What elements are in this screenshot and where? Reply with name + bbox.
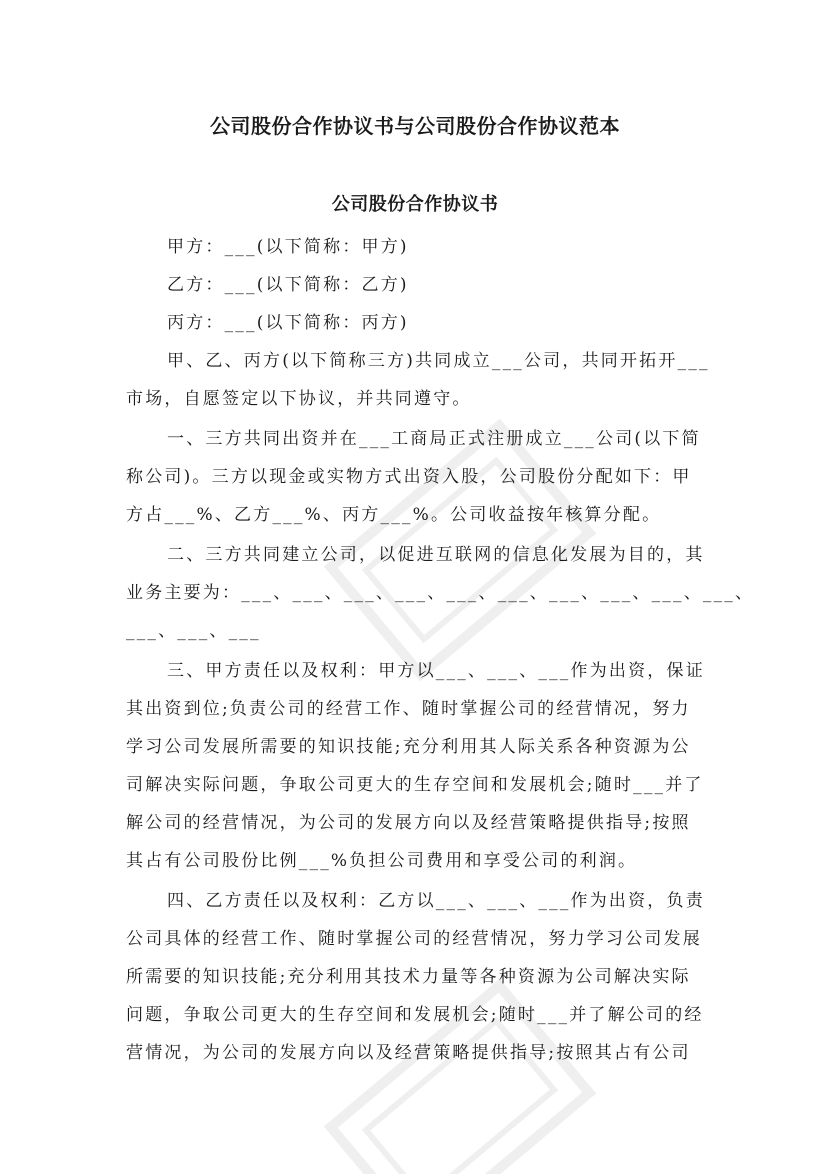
paragraph-line: 称公司)。三方以现金或实物方式出资入股，公司股份分配如下：甲 [126, 467, 692, 487]
paragraph-line: 市场，自愿签定以下协议，并共同遵守。 [126, 389, 472, 409]
paragraph-line: 解公司的经营情况，为公司的发展方向以及经营策略提供指导;按照 [126, 813, 691, 833]
paragraph-line: 四、乙方责任以及权利：乙方以___、___、___作为出资，负责 [167, 891, 705, 911]
paragraph-line: 业务主要为：___、___、___、___、___、___、___、___、___、___、 [126, 583, 755, 603]
paragraph-line: 三、甲方责任以及权利：甲方以___、___、___作为出资，保证 [167, 661, 705, 681]
paragraph-line: 所需要的知识技能;充分利用其技术力量等各种资源为公司解决实际 [126, 967, 691, 987]
paragraph-line: 学习公司发展所需要的知识技能;充分利用其人际关系各种资源为公 [126, 737, 691, 757]
paragraph-line: 营情况，为公司的发展方向以及经营策略提供指导;按照其占有公司 [126, 1043, 691, 1063]
paragraph-line: 公司具体的经营工作、随时掌握公司的经营情况，努力学习公司发展 [126, 929, 702, 949]
paragraph-line: 一、三方共同出资并在___工商局正式注册成立___公司(以下简 [167, 429, 701, 449]
paragraph-line: 司解决实际问题，争取公司更大的生存空间和发展机会;随时___并了 [126, 775, 704, 795]
party-b-line: 乙方：___(以下简称：乙方) [167, 275, 409, 295]
paragraph-line: 问题，争取公司更大的生存空间和发展机会;随时___并了解公司的经 [126, 1005, 704, 1025]
party-a-line: 甲方：___(以下简称：甲方) [167, 237, 409, 257]
document-title: 公司股份合作协议书与公司股份合作协议范本 [210, 114, 620, 138]
party-c-line: 丙方：___(以下简称：丙方) [167, 313, 409, 333]
paragraph-line: 甲、乙、丙方(以下简称三方)共同成立___公司，共同开拓开___ [167, 351, 710, 371]
paragraph-line: 二、三方共同建立公司，以促进互联网的信息化发展为目的，其 [167, 545, 705, 565]
section-title: 公司股份合作协议书 [331, 194, 499, 215]
paragraph-line: ___、___、___ [126, 621, 261, 641]
paragraph-line: 方占___%、乙方___%、丙方___%。公司收益按年核算分配。 [126, 505, 662, 525]
paragraph-line: 其出资到位;负责公司的经营工作、随时掌握公司的经营情况，努力 [126, 699, 691, 719]
paragraph-line: 其占有公司股份比例___%负担公司费用和享受公司的利润。 [126, 851, 638, 871]
